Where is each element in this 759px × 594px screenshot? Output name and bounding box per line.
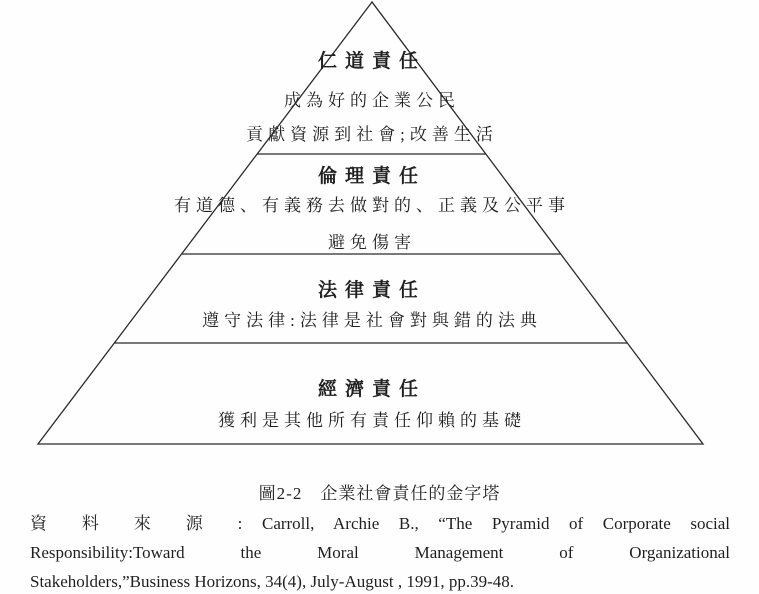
tier-economic-title: 經濟責任 <box>317 379 426 400</box>
figure-title: 企業社會責任的金字塔 <box>320 484 501 503</box>
tier-philanthropic-title: 仁道責任 <box>317 51 426 72</box>
figure-number: 圖2-2 <box>258 484 303 503</box>
tier-legal-line-1: 遵守法律:法律是社會對與錯的法典 <box>202 311 542 330</box>
tier-legal-title: 法律責任 <box>317 280 426 301</box>
tier-ethical-title: 倫理責任 <box>317 166 426 187</box>
tier-ethical-line-2: 避免傷害 <box>328 233 416 252</box>
tier-philanthropic-line-1: 成為好的企業公民 <box>284 91 460 110</box>
tier-ethical-line-1: 有道德、有義務去做對的、正義及公平事 <box>174 196 570 215</box>
source-line-1: 資 料 來 源 : Carroll, Archie B., “The Pyramid of Corporate social <box>30 514 730 533</box>
source-citation <box>30 509 730 594</box>
tier-philanthropic-line-2: 貢獻資源到社會;改善生活 <box>246 125 498 144</box>
tier-economic-line-1: 獲利是其他所有責任仰賴的基礎 <box>218 411 526 430</box>
source-line-2: Responsibility:Toward the Moral Management of Organizational <box>30 543 730 562</box>
source-line-3: Stakeholders,”Business Horizons, 34(4), July-August , 1991, pp.39-48. <box>30 572 514 591</box>
figure-caption <box>0 479 759 504</box>
